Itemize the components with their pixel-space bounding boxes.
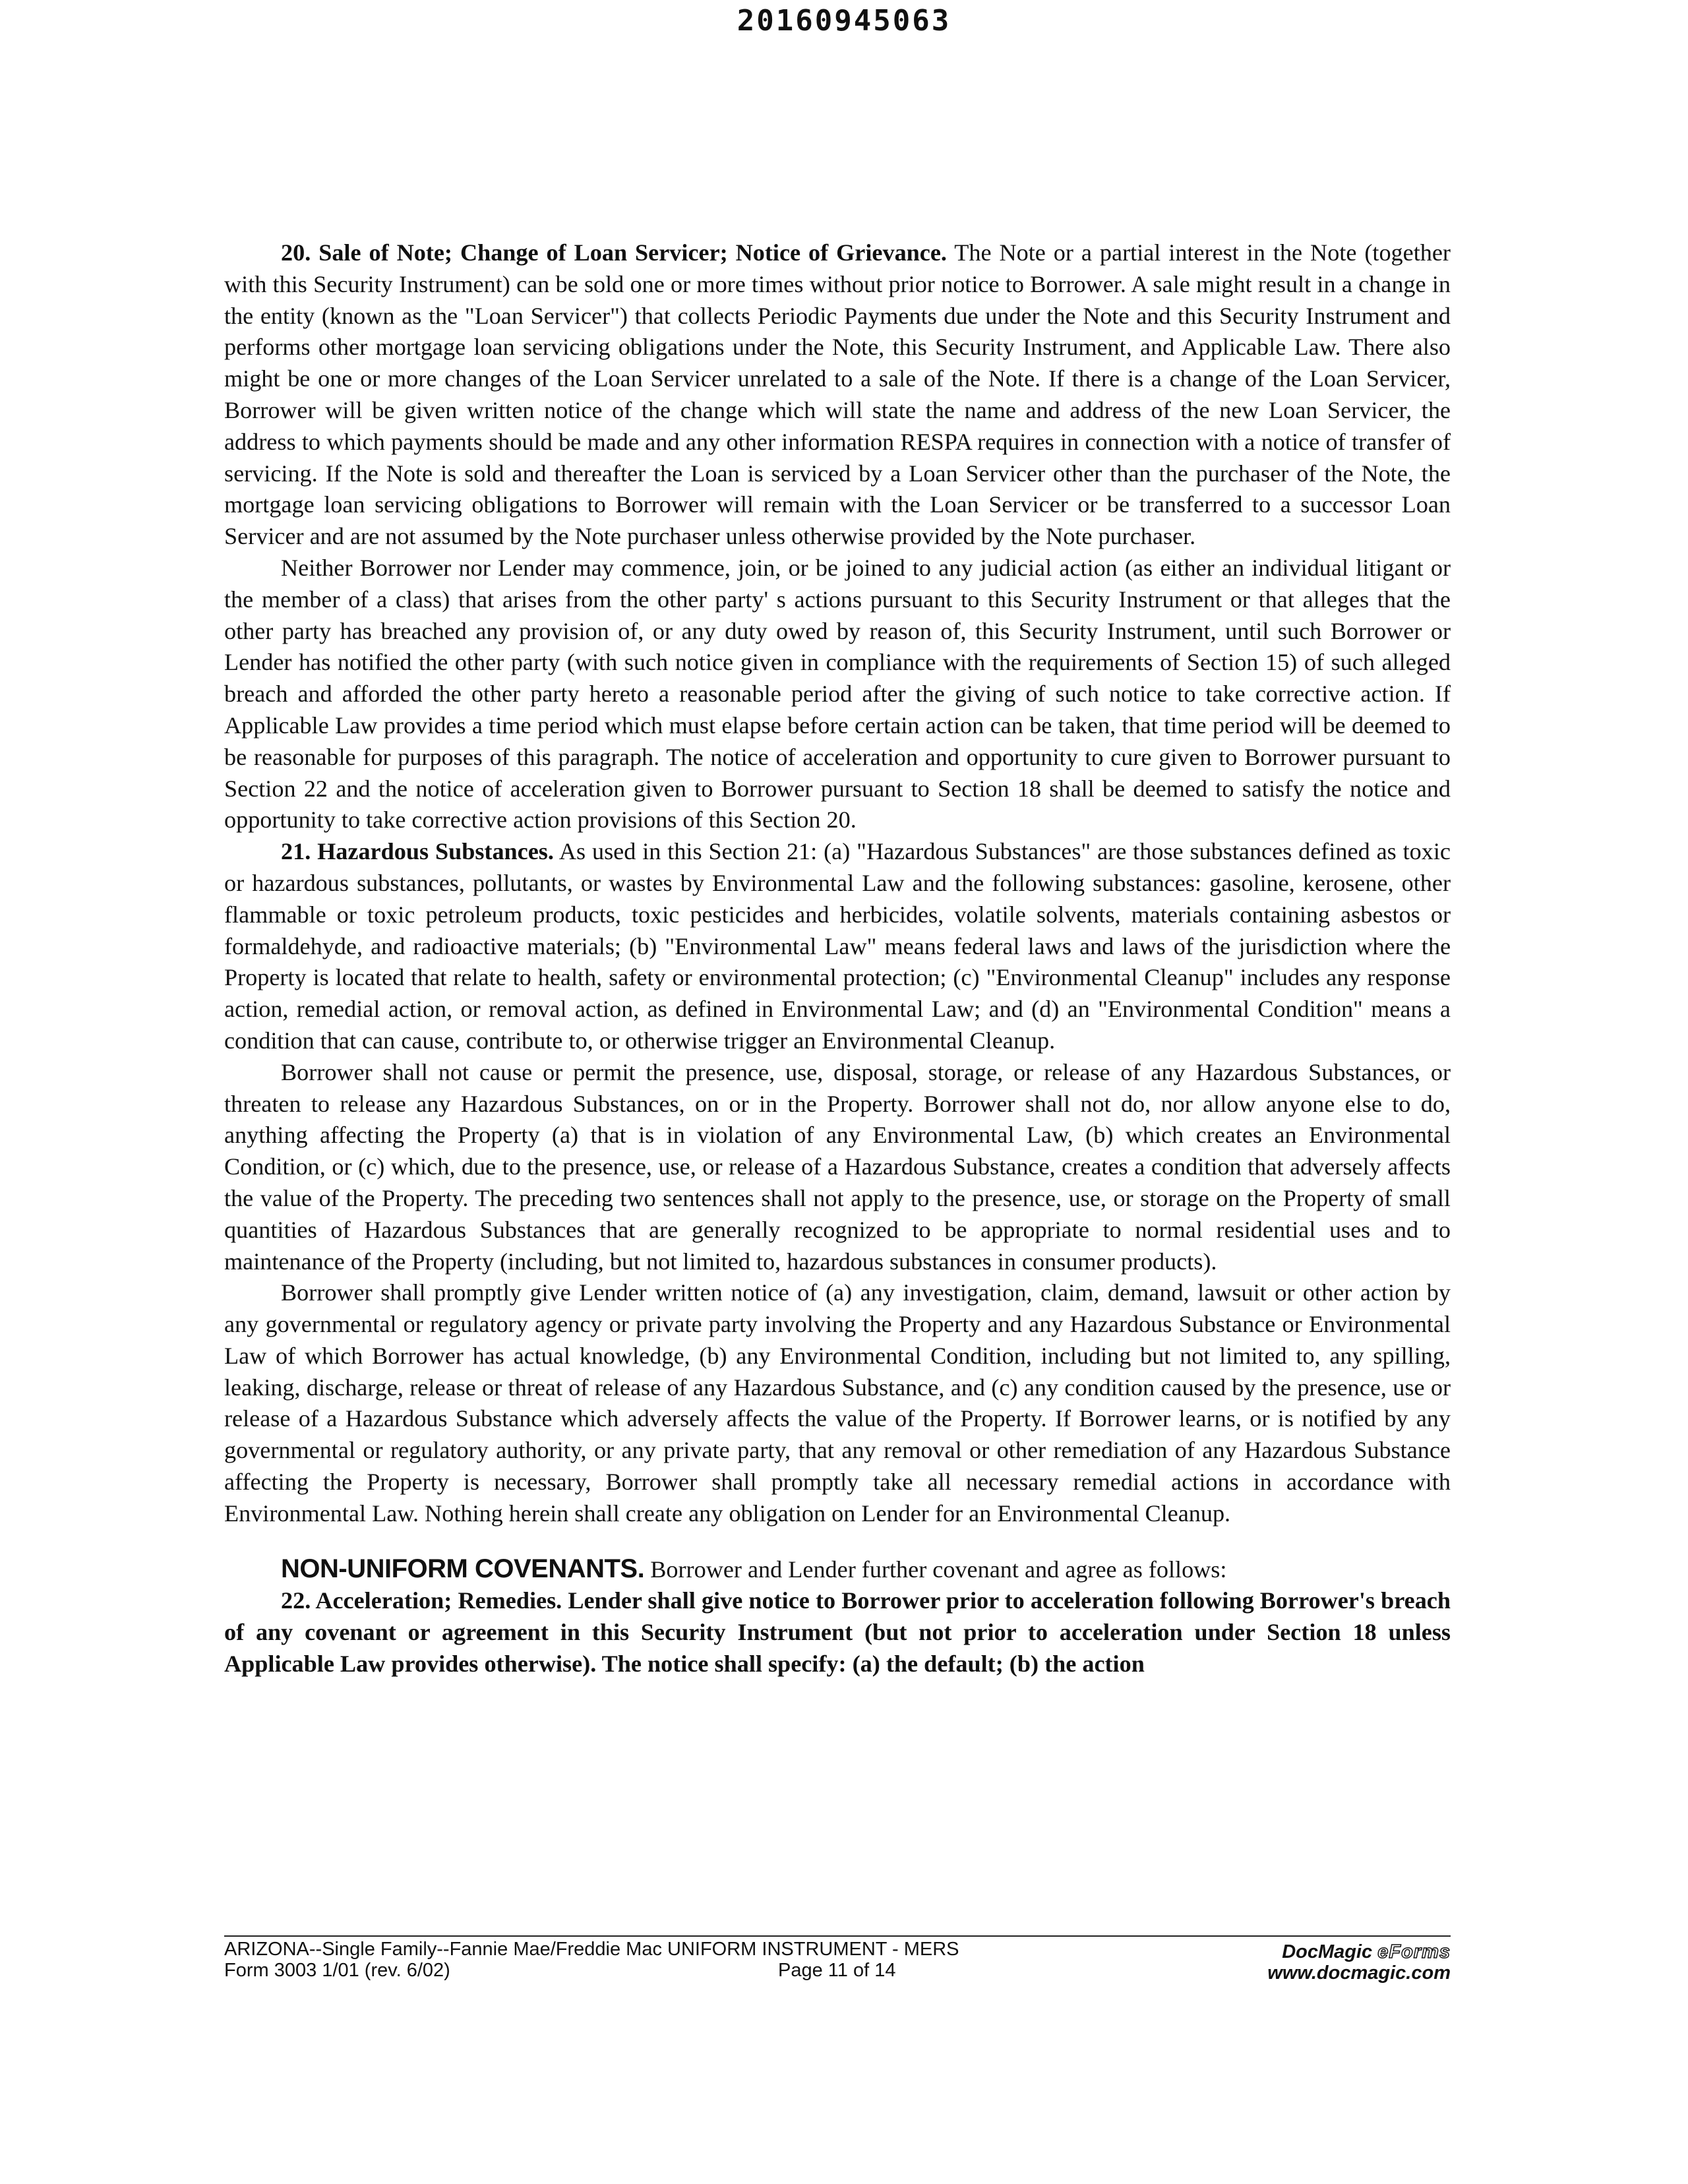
section-21-paragraph-1: [224, 836, 1451, 1057]
section-22-text-1: Lender shall give notice to Borrower prior to acceleration following Borrower's breach of any covenant or agreement in this Security Instrument (but not prior to acceleration under Section 18 unless Applicable Law provides otherwise). The notice shall specify: (a) the default; (b) the action: [224, 1587, 1451, 1678]
brand-line: [1226, 1941, 1451, 1962]
section-22-heading: 22. Acceleration; Remedies.: [281, 1587, 562, 1614]
section-21-paragraph-2: Borrower shall not cause or permit the presence, use, disposal, storage, or release of any Hazardous Substances, or threaten to release any Hazardous Substances, on or in the Property. Borrower shall not do, nor allow anyone else to do, anything affecting the Property (a) that is in violation of any Environmental Law, (b) which creates an Environmental Condition, or (c) which, due to the presence, use, or release of a Hazardous Substance, creates a condition that adversely affects the value of the Property. The preceding two sentences shall not apply to the presence, use, or storage on the Property of small quantities of Hazardous Substances that are generally recognized to be appropriate to normal residential uses and to maintenance of the Property (including, but not limited to, hazardous substances in consumer products).: [224, 1058, 1451, 1275]
footer-form-number: Form 3003 1/01 (rev. 6/02): [224, 1960, 450, 1981]
section-21-text-1: As used in this Section 21: (a) "Hazardous Substances" are those substances defined as toxic or hazardous substances, pollutants, or wastes by Environmental Law and the following substances: gasoline, kerosene, other flammable or toxic petroleum products, toxic pesticides and herbicides, volatile solvents, materials containing asbestos or formaldehyde, and radioactive materials; (b) "Environmental Law" means federal laws and laws of the jurisdiction where the Property is located that relate to health, safety or environmental protection; (c) "Environmental Cleanup" includes any response action, remedial action, or removal action, as defined in Environmental Law; and (d) an "Environmental Condition" means a condition that can cause, contribute to, or otherwise trigger an Environmental Cleanup.: [224, 838, 1451, 1054]
section-22-paragraph-1: [224, 1585, 1451, 1680]
eforms-logo-icon: eForms: [1377, 1941, 1451, 1962]
section-21-paragraph-3: Borrower shall promptly give Lender written notice of (a) any investigation, claim, demand, lawsuit or other action by any governmental or regulatory agency or private party involving the Property and any Hazardous Substance or Environmental Law of which Borrower has actual knowledge, (b) any Environmental Condition, including but not limited to, any spilling, leaking, discharge, release or threat of release of any Hazardous Substance, and (c) any condition caused by the presence, use or release of a Hazardous Substance which adversely affects the value of the Property. If Borrower learns, or is notified by any governmental or regulatory authority, or any private party, that any removal or other remediation of any Hazardous Substance affecting the Property is necessary, Borrower shall promptly take all necessary remedial actions in accordance with Environmental Law. Nothing herein shall create any obligation on Lender for an Environmental Cleanup.: [224, 1279, 1451, 1527]
brand-url: www.docmagic.com: [1267, 1962, 1451, 1984]
non-uniform-covenants: [224, 1554, 1451, 1586]
section-20-paragraph-1: [224, 237, 1451, 553]
footer-page-number: Page 11 of 14: [778, 1960, 896, 1981]
non-uniform-covenants-title: NON-UNIFORM COVENANTS.: [281, 1554, 645, 1583]
footer-form-title: ARIZONA--Single Family--Fannie Mae/Freddie Mac UNIFORM INSTRUMENT - MERS: [224, 1939, 959, 1960]
section-20-heading: 20. Sale of Note; Change of Loan Servicer; Notice of Grievance.: [281, 239, 947, 266]
recording-number: 20160945063: [737, 4, 951, 38]
section-20-paragraph-2: Neither Borrower nor Lender may commence, join, or be joined to any judicial action (as either an individual litigant or the member of a class) that arises from the other party' s actions pursuant to this Security Instrument or that alleges that the other party has breached any provision of, or any duty owed by reason of, this Security Instrument, until such Borrower or Lender has notified the other party (with such notice given in compliance with the requirements of Section 15) of such alleged breach and afforded the other party hereto a reasonable period after the giving of such notice to take corrective action. If Applicable Law provides a time period which must elapse before certain action can be taken, that time period will be deemed to be reasonable for purposes of this paragraph. The notice of acceleration and opportunity to cure given to Borrower pursuant to Section 22 and the notice of acceleration given to Borrower pursuant to Section 18 shall be deemed to satisfy the notice and opportunity to take corrective action provisions of this Section 20.: [224, 554, 1451, 834]
footer-brand: [1226, 1941, 1451, 1984]
footer-divider: [224, 1935, 1451, 1937]
brand-name: DocMagic: [1282, 1941, 1373, 1962]
section-20-text-1: The Note or a partial interest in the Note (together with this Security Instrument) can be sold one or more times without prior notice to Borrower. A sale might result in a change in the entity (known as the "Loan Servicer") that collects Periodic Payments due under the Note and this Security Instrument and performs other mortgage loan servicing obligations under the Note, this Security Instrument, and Applicable Law. There also might be one or more changes of the Loan Servicer unrelated to a sale of the Note. If there is a change of the Loan Servicer, Borrower will be given written notice of the change which will state the name and address of the new Loan Servicer, the address to which payments should be made and any other information RESPA requires in connection with a notice of transfer of servicing. If the Note is sold and thereafter the Loan is serviced by a Loan Servicer other than the purchaser of the Note, the mortgage loan servicing obligations to Borrower will remain with the Loan Servicer or be transferred to a successor Loan Servicer and are not assumed by the Note purchaser unless otherwise provided by the Note purchaser.: [224, 239, 1451, 550]
document-body: [224, 237, 1451, 1680]
non-uniform-covenants-text: Borrower and Lender further covenant and agree as follows:: [644, 1556, 1227, 1583]
section-21-heading: 21. Hazardous Substances.: [281, 838, 554, 865]
